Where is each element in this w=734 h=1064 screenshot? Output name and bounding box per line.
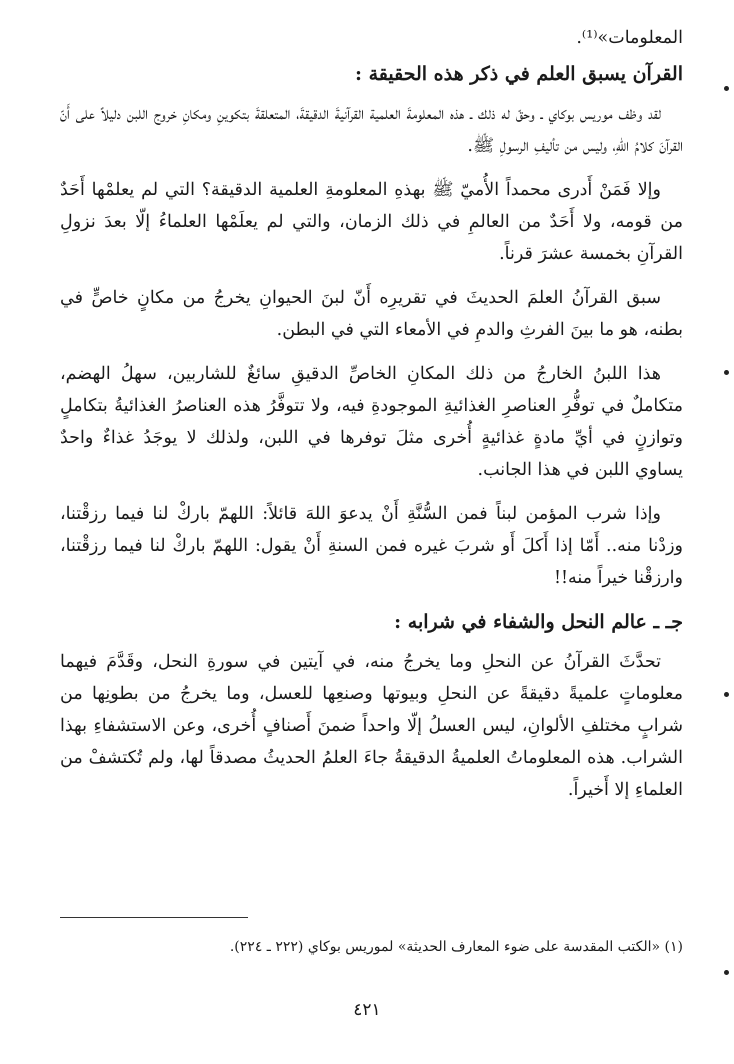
page-number: ٤٢١ bbox=[353, 1000, 381, 1020]
paragraph-bees: تحدَّثَ القرآنُ عن النحلِ وما يخرجُ منه، في آيتين في سورةِ النحل، وقَدَّمَ فيهما معلوماتٍ علميةً دقيقةً عن النحلِ وبيوتها وصنعِها للعسل، وما يخرجُ من بطونِها من شرابٍ مختلفِ الألوانِ، ليس العسلُ إلّا واحداً ضمنَ أَصنافٍ أُخرى، وعن الاستشفاءِ بهذا الشراب. هذه المعلوماتُ العلميةُ الدقيقةُ جاءَ العلمُ الحديثُ مصدقاً لها، ولم تُكتشفْ من العلماءِ إلا أَخيراً. bbox=[60, 652, 683, 800]
margin-mark bbox=[724, 970, 729, 975]
footnote-separator bbox=[60, 917, 248, 918]
paragraph-bucaille: لقد وظف موريس بوكاي ـ وحقّ له ذلك ـ هذه المعلومةَ العلمية القرآنيةَ الدقيقةَ، المتعلقةَ بتكوينِ ومكانِ خروج اللبن دليلاً على أَنّ القرآنَ كلامُ اللهِ، وليس من تأليفِ الرسولِ ﷺ. bbox=[60, 104, 683, 156]
footnote: (١) «الكتب المقدسة على ضوء المعارف الحديثة» لموريس بوكاي (٢٢٢ ـ ٢٢٤). bbox=[229, 939, 683, 955]
margin-mark bbox=[724, 692, 729, 697]
paragraph-unlettered-prophet: وإلا فَمَنْ أَدرى محمداً الأُميّ ﷺ بهذهِ المعلومةِ العلمية الدقيقة؟ التي لم يعلمْها أَحَدٌ من قومه، ولا أَحَدٌ من العالمِ في ذلك الزمان، والتي لم يعلَمْها العلماءُ إلّا بعدَ نزولِ القرآنِ بخمسة عشرَ قرناً. bbox=[60, 180, 683, 264]
margin-mark bbox=[724, 370, 729, 375]
paragraph-milk-origin: سبق القرآنُ العلمَ الحديثَ في تقريرِه أَنّ لبنَ الحيوانِ يخرجُ من مكانٍ خاصٍّ في بطنه، هو ما بينَ الفرثِ والدمِ في الأمعاء التي في البطن. bbox=[60, 288, 683, 340]
paragraph-milk-supplication: وإذا شرب المؤمن لبناً فمن السُّنَّةِ أَنْ يدعوَ اللهَ قائلاً: اللهمّ باركْ لنا فيما رزقْتنا، وزدْنا منه.. أَمّا إذا أَكلَ أَو شربَ غيره فمن السنةِ أَنْ يقول: اللهمّ باركْ لنا فيما رزقْتنا، وارزقْنا خيراً منه!! bbox=[60, 504, 683, 588]
page-body bbox=[60, 22, 683, 818]
margin-mark bbox=[724, 86, 729, 91]
carryover-line: المعلومات»⁽¹⁾. bbox=[576, 28, 683, 48]
section-heading-quran-precedes-science: القرآن يسبق العلم في ذكر هذه الحقيقة : bbox=[354, 63, 683, 85]
section-heading-bees: جـ ـ عالم النحل والشفاء في شرابه : bbox=[394, 611, 683, 633]
paragraph-milk-nutrition: هذا اللبنُ الخارجُ من ذلك المكانِ الخاصِّ الدقيقِ سائغٌ للشاربين، سهلُ الهضم، متكاملٌ في توفُّرِ العناصرِ الغذائيةِ الموجودةِ فيه، ولا تتوفَّرُ هذه العناصرُ الغذائيةُ بتكاملٍ وتوازنٍ في أيِّ مادةٍ غذائيةٍ أُخرى مثلَ توفرها في اللبن، ولذلك لا يوجَدُ غذاءٌ واحدٌ يساوي اللبن في هذا الجانب. bbox=[60, 364, 683, 480]
